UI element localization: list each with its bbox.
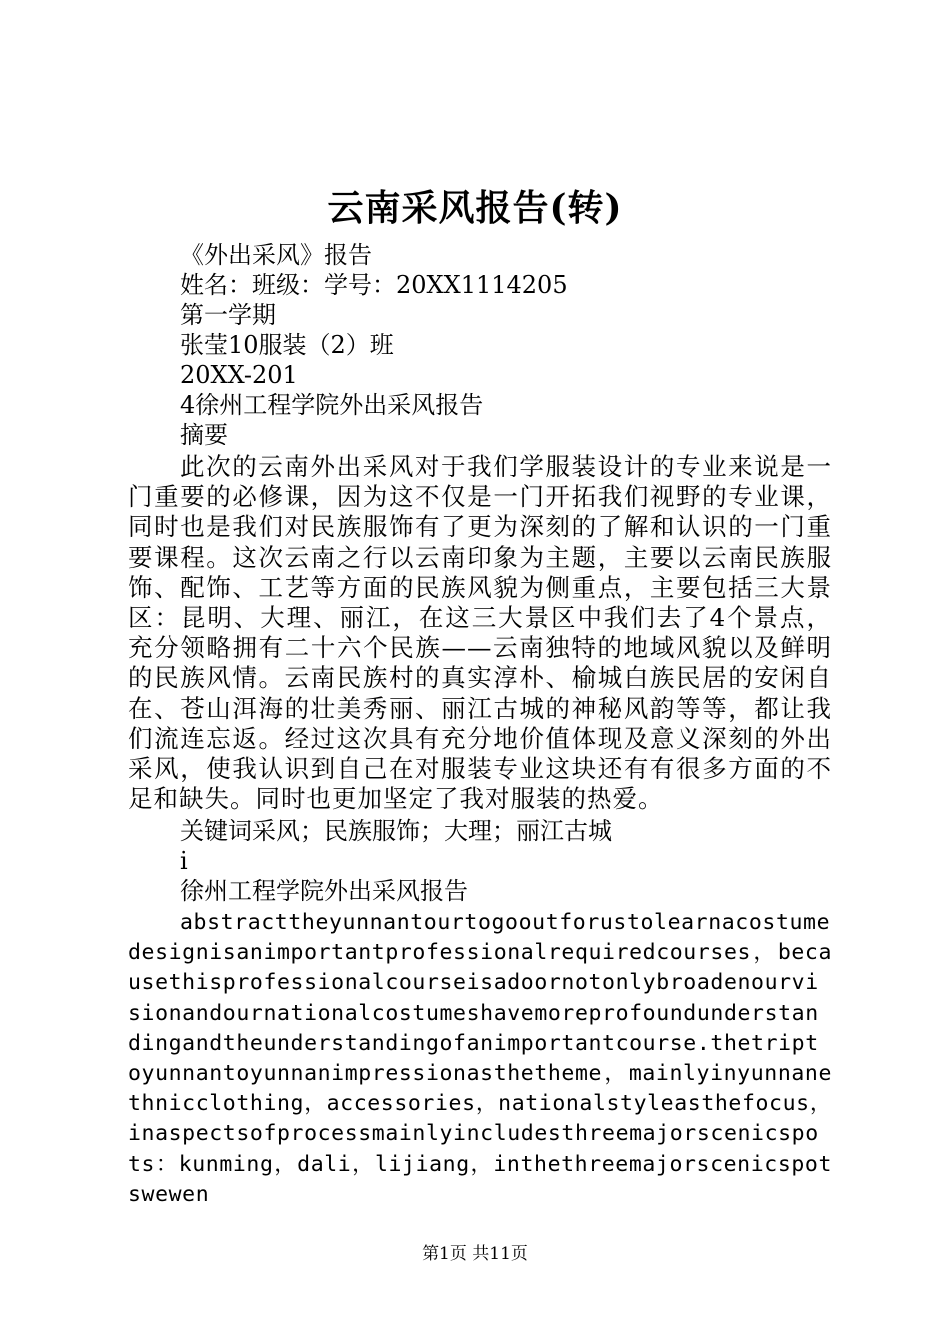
abstract-chinese-paragraph: 此次的云南外出采风对于我们学服装设计的专业来说是一门重要的必修课，因为这不仅是一门开拓我们视野的专业课，同时也是我们对民族服饰有了更为深刻的了解和认识的一门重要课程。这次云南之行以云南印象为主题，主要以云南民族服饰、配饰、工艺等方面的民族风貌为侧重点，主要包括三大景区：昆明、大理、丽江，在这三大景区中我们去了4个景点，充分领略拥有二十六个民族——云南独特的地域风貌以及鲜明的民族风情。云南民族村的真实淳朴、榆城白族民居的安闲自在、苍山洱海的壮美秀丽、丽江古城的神秘风韵等等，都让我们流连忘返。经过这次具有充分地价值体现及意义深刻的外出采风，使我认识到自己在对服装专业这块还有有很多方面的不足和缺失。同时也更加坚定了我对服装的热爱。 <box>128 452 832 814</box>
institution-report-line: 4徐州工程学院外出采风报告 <box>180 391 484 419</box>
report-label: 《外出采风》报告 <box>180 241 372 269</box>
abstract-english-paragraph: abstracttheyunnantourtogooutforustolearnacostumedesignisanimportantprofessionalrequiredcourses，becausethisprofessionalcourseisadoornotonlybroadenourvisionandournationalcostumeshavemoreprofoundunderstandingandtheunderstandingofanimportantcourse.thetriptoyunnantoyunnanimpressionasthetheme，mainlyinyunnanethnicclothing，accessories，nationalstyleasthefocus，inaspectsofprocessmainlyincludesthreemajorscenicspots：kunming，dali，lijiang，inthethreemajorscenicspotswewen <box>128 910 832 1207</box>
year-line: 20XX-201 <box>180 361 298 389</box>
student-name-class-line: 张莹10服装（2）班 <box>180 331 394 359</box>
keywords-line: 关键词采风；民族服饰；大理；丽江古城 <box>180 817 612 845</box>
abstract-heading: 摘要 <box>180 421 228 449</box>
semester-line: 第一学期 <box>180 301 276 329</box>
section-title: 徐州工程学院外出采风报告 <box>180 877 468 905</box>
document-title: 云南采风报告(转) <box>327 187 623 229</box>
student-info-line: 姓名：班级：学号：20XX1114205 <box>180 271 568 299</box>
roman-page-number: i <box>180 847 188 875</box>
page-footer: 第1页 共11页 <box>422 1244 528 1264</box>
